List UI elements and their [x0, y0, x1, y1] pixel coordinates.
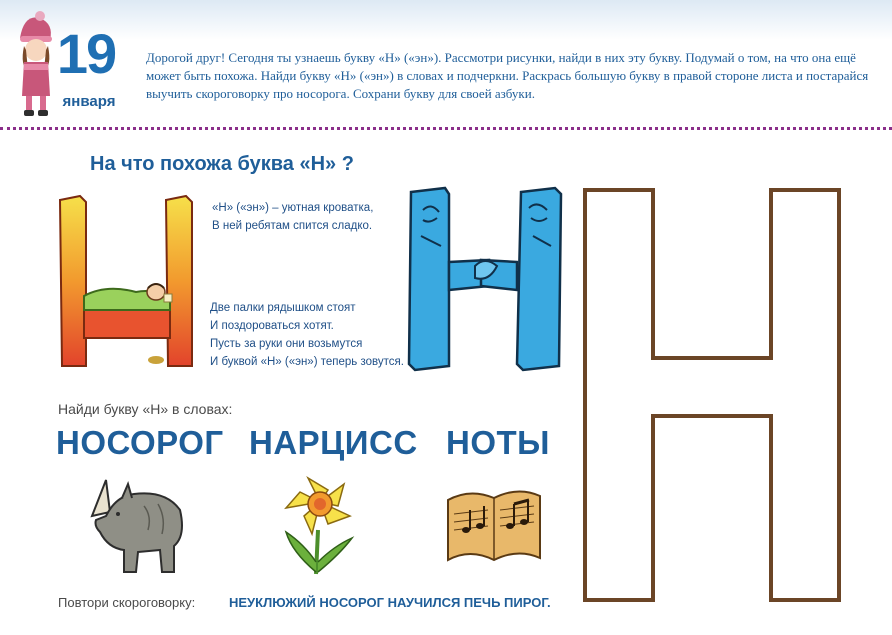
rhinoceros-illustration — [86, 476, 186, 576]
dotted-divider — [0, 127, 892, 130]
bed-poem — [212, 199, 373, 235]
date-month: января — [62, 93, 116, 110]
bed-letter-illustration — [56, 196, 196, 368]
poem-line: Пусть за руки они возьмутся — [210, 338, 363, 350]
tongue-twister-label: Повтори скороговорку: — [58, 595, 196, 610]
sheet-music-illustration — [444, 480, 544, 570]
word-nartsiss[interactable]: НАРЦИСС — [249, 424, 418, 461]
daffodil-illustration — [278, 472, 362, 576]
date-number: 19 — [56, 22, 116, 85]
coloring-letter-outline[interactable] — [583, 188, 843, 604]
word-nosorog[interactable]: НОСОРОГ — [56, 424, 224, 461]
word-noty[interactable]: НОТЫ — [446, 424, 550, 461]
poem-line: «Н» («эн») – уютная кроватка, — [212, 202, 374, 214]
poem-line: Две палки рядышком стоят — [210, 302, 356, 314]
friends-poem — [210, 299, 404, 371]
friends-letter-illustration — [405, 186, 565, 372]
poem-line: И буквой «Н» («эн») теперь зовутся. — [210, 356, 404, 368]
poem-line: И поздороваться хотят. — [210, 320, 334, 332]
tongue-twister-text: НЕУКЛЮЖИЙ НОСОРОГ НАУЧИЛСЯ ПЕЧЬ ПИРОГ. — [229, 595, 551, 610]
poem-line: В ней ребятам спится сладко. — [212, 220, 373, 232]
section-title: На что похожа буква «Н» ? — [90, 153, 354, 175]
intro-text: Дорогой друг! Сегодня ты узнаешь букву «Н» («эн»). Рассмотри рисунки, найди в них эту букву. Подумай о том, на что она ещё может быть похожа. Найди букву «Н» («эн») в словах и подчеркни. Раскрась большую букву в правой стороне листа и постарайся выучить скороговорку про носорога. Сохрани букву для своей азбуки. — [146, 50, 869, 101]
find-letter-label: Найди букву «Н» в словах: — [58, 401, 233, 417]
header-band — [0, 0, 892, 40]
